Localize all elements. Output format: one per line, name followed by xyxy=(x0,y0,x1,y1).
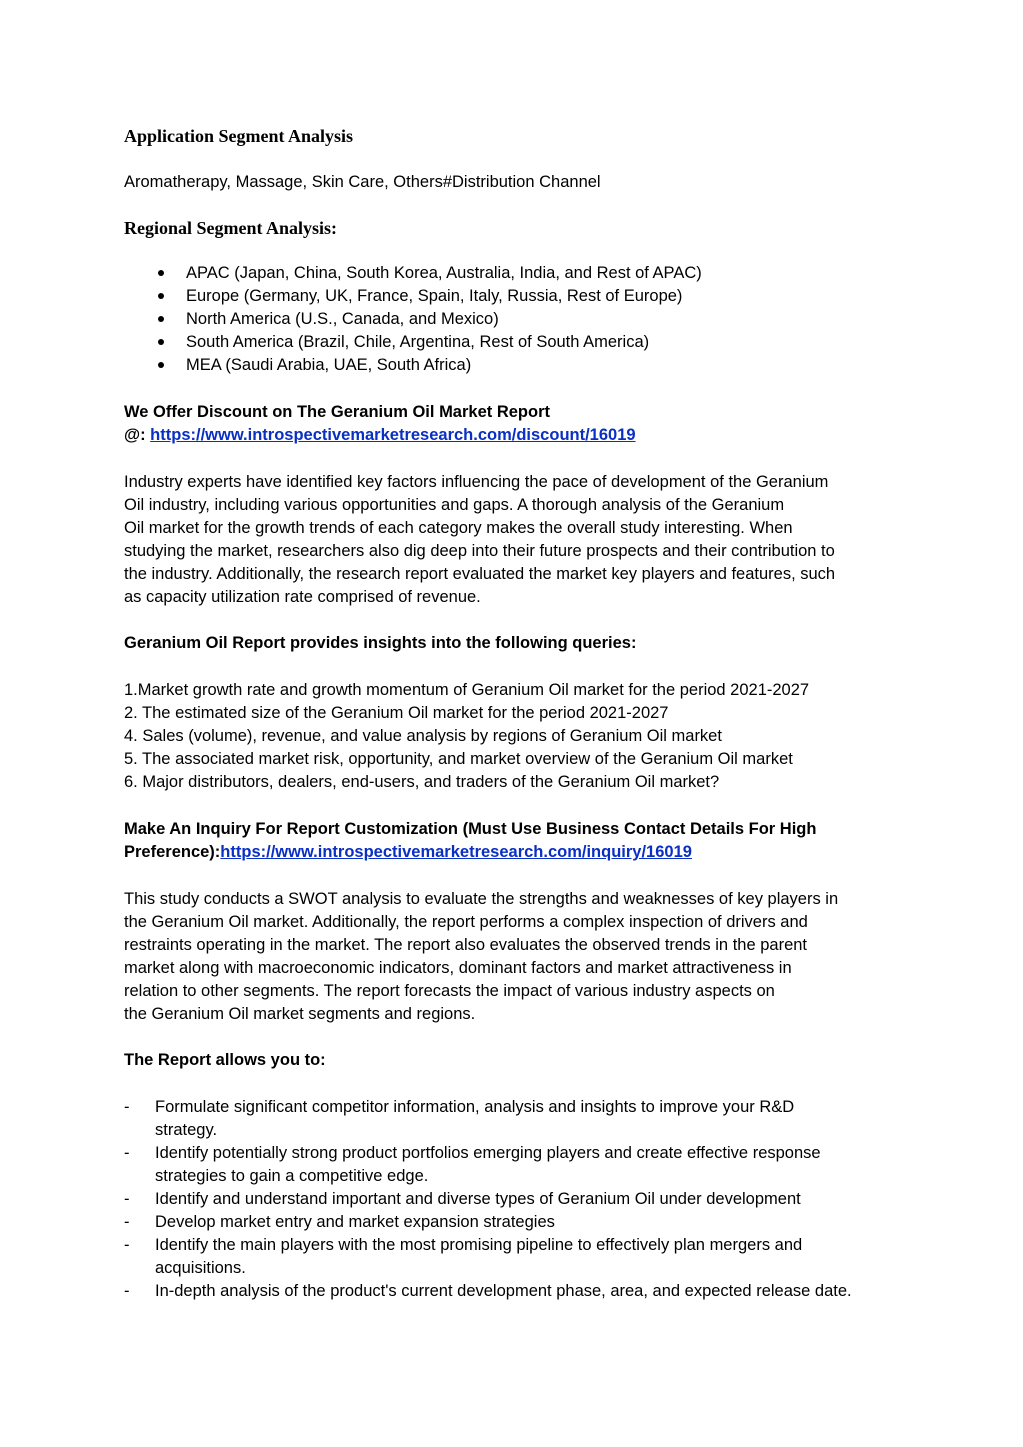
list-item: APAC (Japan, China, South Korea, Australia, India, and Rest of APAC) xyxy=(124,262,904,285)
dash-marker: - xyxy=(124,1098,130,1116)
list-item: - Develop market entry and market expansion strategies xyxy=(124,1211,904,1234)
bullet-icon xyxy=(158,293,164,299)
list-item: MEA (Saudi Arabia, UAE, South Africa) xyxy=(124,354,904,377)
allows-heading: The Report allows you to: xyxy=(124,1051,326,1069)
list-item: 2. The estimated size of the Geranium Oil market for the period 2021-2027 xyxy=(124,704,669,722)
list-item: Europe (Germany, UK, France, Spain, Italy, Russia, Rest of Europe) xyxy=(124,285,904,308)
dash-marker: - xyxy=(124,1282,130,1300)
allows-list xyxy=(124,1096,904,1303)
queries-list xyxy=(124,679,904,794)
inquiry-block xyxy=(124,818,904,864)
list-item: - Identify and understand important and diverse types of Geranium Oil under development xyxy=(124,1188,904,1211)
inquiry-heading: Make An Inquiry For Report Customization (Must Use Business Contact Details For High xyxy=(124,820,817,838)
discount-heading: We Offer Discount on The Geranium Oil Market Report xyxy=(124,403,551,421)
list-item: 4. Sales (volume), revenue, and value analysis by regions of Geranium Oil market xyxy=(124,727,722,745)
bullet-icon xyxy=(158,316,164,322)
list-item: - Identify potentially strong product portfolios emerging players and create effective response strategies to gain a competitive edge. xyxy=(124,1144,821,1185)
dash-marker: - xyxy=(124,1236,130,1254)
industry-paragraph: Industry experts have identified key factors influencing the pace of development of the Geranium Oil industry, including various opportunities and gaps. A thorough analysis of the Geranium Oil market for the growth trends of each category makes the overall study interesting. When studying the market, researchers also dig deep into their future prospects and their contribution to the industry. Additionally, the research report evaluated the market key players and features, such as capacity utilization rate comprised of revenue. xyxy=(124,473,836,606)
bullet-icon xyxy=(158,270,164,276)
inquiry-prefix: Preference): xyxy=(124,843,221,861)
application-segment-text: Aromatherapy, Massage, Skin Care, Others#Distribution Channel xyxy=(124,173,601,191)
queries-heading: Geranium Oil Report provides insights into the following queries: xyxy=(124,634,637,652)
list-item: 5. The associated market risk, opportunity, and market overview of the Geranium Oil market xyxy=(124,750,793,768)
list-item: - In-depth analysis of the product's current development phase, area, and expected release date. xyxy=(124,1280,904,1303)
list-item: South America (Brazil, Chile, Argentina, Rest of South America) xyxy=(124,331,904,354)
list-item: North America (U.S., Canada, and Mexico) xyxy=(124,308,904,331)
document-page xyxy=(124,122,904,1303)
dash-marker: - xyxy=(124,1213,130,1231)
bullet-icon xyxy=(158,362,164,368)
list-item: 1.Market growth rate and growth momentum of Geranium Oil market for the period 2021-2027 xyxy=(124,681,810,699)
list-item: - Identify the main players with the most promising pipeline to effectively plan mergers and acquisitions. xyxy=(124,1236,803,1277)
dash-marker: - xyxy=(124,1190,130,1208)
discount-block xyxy=(124,401,904,447)
application-segment-heading: Application Segment Analysis xyxy=(124,126,354,146)
list-item: - Formulate significant competitor information, analysis and insights to improve your R&D strategy. xyxy=(124,1098,795,1139)
discount-link[interactable]: https://www.introspectivemarketresearch.com/discount/16019 xyxy=(150,426,636,444)
inquiry-link[interactable]: https://www.introspectivemarketresearch.com/inquiry/16019 xyxy=(220,843,692,861)
discount-prefix: @: xyxy=(124,426,151,444)
list-item: 6. Major distributors, dealers, end-users, and traders of the Geranium Oil market? xyxy=(124,773,720,791)
regional-segment-heading: Regional Segment Analysis: xyxy=(124,218,338,238)
dash-marker: - xyxy=(124,1144,130,1162)
regions-list xyxy=(124,262,904,377)
swot-paragraph: This study conducts a SWOT analysis to evaluate the strengths and weaknesses of key players in the Geranium Oil market. Additionally, the report performs a complex inspection of drivers and restraints operating in the market. The report also evaluates the observed trends in the parent market along with macroeconomic indicators, dominant factors and market attractiveness in relation to other segments. The report forecasts the impact of various industry aspects on the Geranium Oil market segments and regions. xyxy=(124,890,839,1023)
bullet-icon xyxy=(158,339,164,345)
